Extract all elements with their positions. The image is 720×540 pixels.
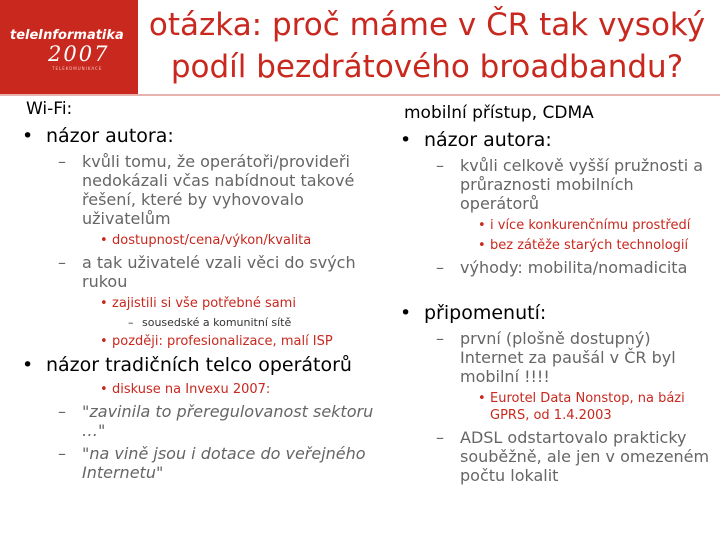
left-column: [14, 98, 394, 486]
title-line-1: otázka: proč máme v ČR tak vysoký: [148, 7, 706, 43]
quote-bullet: – "zavinila to přeregulovanost sektoru …": [14, 402, 394, 440]
sub-bullet: – první (plošně dostupný) Internet za paušál v ČR byl mobilní !!!!: [392, 329, 714, 386]
logo-subtext: TELEKOMUNIKACE: [52, 66, 103, 71]
sub-bullet: – výhody: mobilita/nomadicita: [392, 258, 714, 277]
bullet-reminder: • připomenutí:: [392, 301, 714, 325]
bullet-telco-opinion: • názor tradičních telco operátorů: [14, 353, 394, 377]
logo-text: teleInformatika: [10, 28, 124, 43]
sub-sub-bullet: • zajistili si vše potřebné sami: [14, 295, 394, 312]
mobile-heading: mobilní přístup, CDMA: [404, 103, 594, 123]
bullet-author-opinion: • názor autora:: [14, 124, 394, 148]
spacer: [392, 281, 714, 299]
wifi-heading: Wi-Fi:: [26, 99, 73, 119]
right-column: [392, 98, 714, 489]
teleinformatika-logo: [0, 0, 138, 94]
slide-title: [138, 4, 716, 88]
sub-sub-bullet: • i více konkurenčnímu prostředí: [392, 217, 714, 234]
bullet-author-opinion: • názor autora:: [392, 128, 714, 152]
title-divider: [0, 94, 720, 96]
quote-bullet: – "na vině jsou i dotace do veřejného Internetu": [14, 444, 394, 482]
sub-bullet: – a tak uživatelé vzali věci do svých rukou: [14, 253, 394, 291]
sub-sub-bullet: • bez zátěže starých technologií: [392, 237, 714, 254]
sub-sub-bullet: • diskuse na Invexu 2007:: [14, 381, 394, 398]
title-line-2: podíl bezdrátového broadbandu?: [170, 49, 684, 85]
sub-bullet: – kvůli tomu, že operátoři/provideři nedokázali včas nabídnout takové řešení, které by vyhovovalo uživatelům: [14, 152, 394, 228]
sub-sub-bullet: • dostupnost/cena/výkon/kvalita: [14, 232, 394, 249]
sub-sub-bullet: • Eurotel Data Nonstop, na bázi GPRS, od 1.4.2003: [392, 390, 714, 424]
sub-bullet: – kvůli celkově vyšší pružnosti a průraznosti mobilních operátorů: [392, 156, 714, 213]
sub-bullet: – ADSL odstartovalo prakticky souběžně, ale jen v omezeném počtu lokalit: [392, 428, 714, 485]
fourth-level-bullet: – sousedské a komunitní sítě: [14, 315, 394, 330]
sub-sub-bullet: • později: profesionalizace, malí ISP: [14, 333, 394, 350]
logo-year: 2007: [48, 42, 110, 66]
